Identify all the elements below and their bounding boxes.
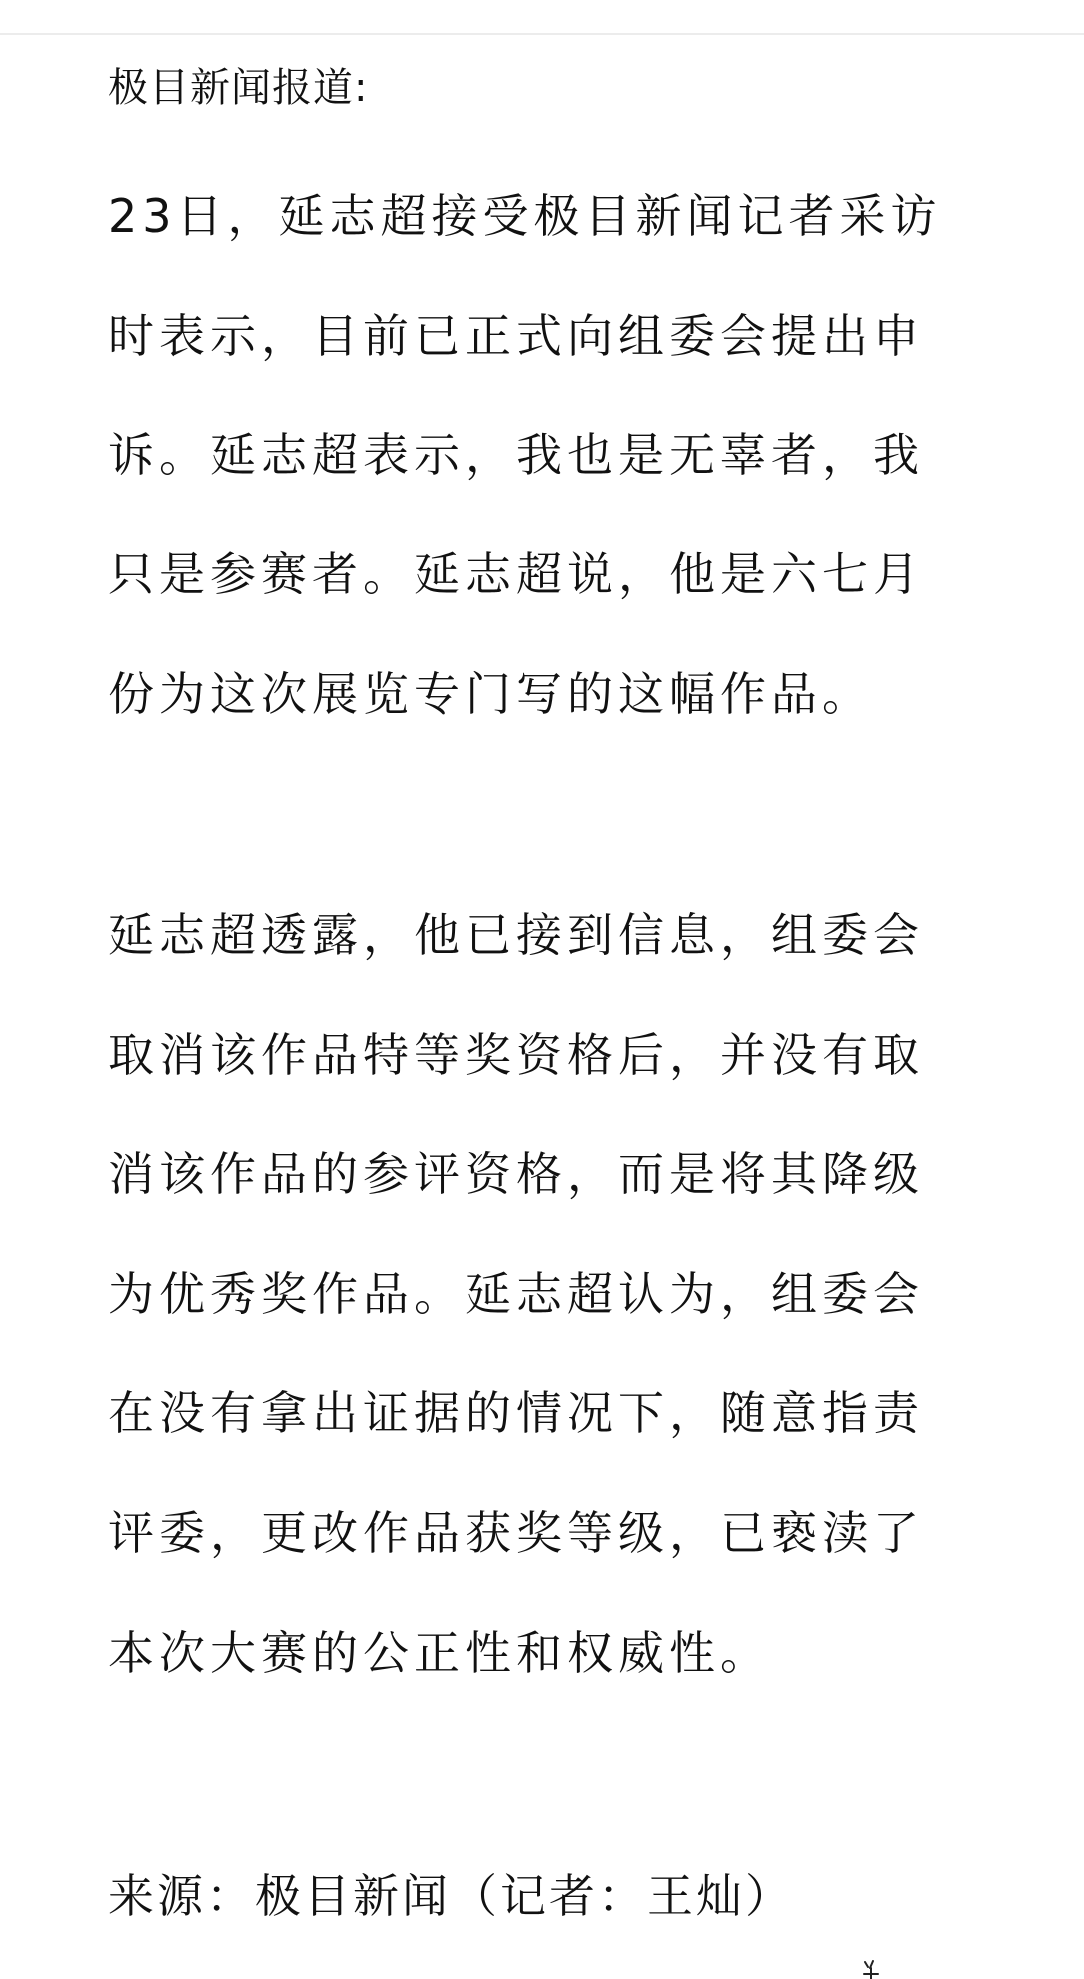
source-line: 来源：极目新闻（记者：王灿） — [108, 1869, 794, 1923]
paragraph-line: 23日，延志超接受极目新闻记者采访 — [108, 189, 942, 243]
top-divider — [0, 33, 1084, 35]
paragraph-line: 为优秀奖作品。延志超认为，组委会 — [108, 1267, 924, 1321]
paragraph-line: 只是参赛者。延志超说，他是六七月 — [108, 547, 924, 601]
paragraph-line: 时表示，目前已正式向组委会提出申 — [108, 309, 924, 363]
article-heading: 极目新闻报道: — [108, 65, 369, 111]
cropped-glyph-fragment — [862, 1958, 880, 1979]
paragraph-line: 取消该作品特等奖资格后，并没有取 — [108, 1028, 924, 1082]
paragraph-line: 评委，更改作品获奖等级，已亵渎了 — [108, 1506, 924, 1560]
paragraph-line: 本次大赛的公正性和权威性。 — [108, 1626, 771, 1680]
paragraph-line: 延志超透露，他已接到信息，组委会 — [108, 908, 924, 962]
paragraph-line: 消该作品的参评资格，而是将其降级 — [108, 1147, 924, 1201]
paragraph-line: 份为这次展览专门写的这幅作品。 — [108, 667, 873, 721]
paragraph-line: 诉。延志超表示，我也是无辜者，我 — [108, 428, 924, 482]
paragraph-line: 在没有拿出证据的情况下，随意指责 — [108, 1386, 924, 1440]
